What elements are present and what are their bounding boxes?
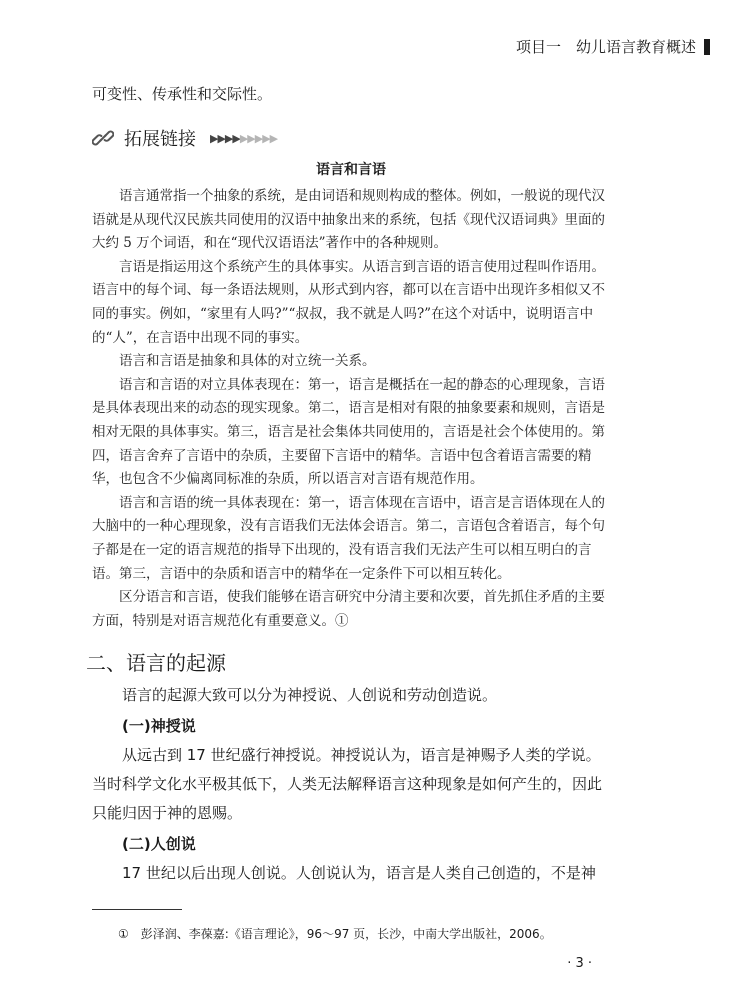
arrow-triangles-icon: ▶▶▶▶▶▶▶▶▶: [210, 131, 278, 145]
footnote: ① 彭泽润、李葆嘉:《语言理论》，96～97 页，长沙，中南大学出版社，2006。: [118, 927, 552, 941]
footnote-divider: [92, 909, 182, 910]
section-intro: 语言的起源大致可以分为神授说、人创说和劳动创造说。: [122, 686, 498, 705]
extension-header: [92, 123, 610, 153]
link-chain-icon: [92, 127, 114, 149]
extension-paragraph: 语言和言语是抽象和具体的对立统一关系。: [119, 353, 376, 370]
extension-paragraph: 言语是指运用这个系统产生的具体事实。从语言到言语的语言使用过程叫作语用。语言中的每个词、每一条语法规则，从形式到内容，都可以在言语中出现许多相似又不同的事实。例如，“家里有人吗?”“叔叔，我不就是人吗?”在这个对话中，说明语言中的“人”，在言语中出现不同的事实。: [92, 258, 605, 346]
subsection-title: (一)神授说: [122, 717, 196, 736]
page-content: [86, 80, 610, 888]
extension-box-title: 语言和言语: [316, 162, 386, 178]
extension-paragraph: 区分语言和言语，使我们能够在语言研究中分清主要和次要，首先抓住矛盾的主要方面，特别是对语言规范化有重要意义。①: [92, 589, 605, 629]
subsection-text: 从远古到 17 世纪盛行神授说。神授说认为，语言是神赐予人类的学说。当时科学文化水平极其低下，人类无法解释语言这种现象是如何产生的，因此只能归因于神的恩赐。: [92, 746, 603, 823]
extension-paragraph: 语言和言语的统一具体表现在：第一，语言体现在言语中，语言是言语体现在人的大脑中的一种心理现象，没有言语我们无法体会语言。第二，言语包含着语言，每个句子都是在一定的语言规范的指导下出现的，没有语言我们无法产生可以相互明白的言语。第三，言语中的杂质和语言中的精华在一定条件下可以相互转化。: [92, 494, 605, 582]
intro-line: 可变性、传承性和交际性。: [92, 85, 273, 103]
section-title: 二、语言的起源: [86, 651, 226, 676]
running-header: [516, 36, 710, 57]
page-number: · 3 ·: [567, 956, 592, 971]
subsection-title: (二)人创说: [122, 835, 196, 854]
header-bar-mark: [704, 39, 710, 55]
subsection-text: 17 世纪以后出现人创说。人创说认为，语言是人类自己创造的，不是神: [122, 864, 596, 883]
extension-label: 拓展链接: [124, 129, 196, 150]
extension-paragraph: 语言通常指一个抽象的系统，是由词语和规则构成的整体。例如，一般说的现代汉语就是从现代汉民族共同使用的汉语中抽象出来的系统，包括《现代汉语词典》里面的大约 5 万个词语，和在“现代汉语语法”著作中的各种规则。: [92, 188, 605, 252]
running-header-text: 项目一 幼儿语言教育概述: [515, 38, 696, 56]
extension-paragraph: 语言和言语的对立具体表现在：第一，语言是概括在一起的静态的心理现象，言语是具体表现出来的动态的现实现象。第二，语言是相对有限的抽象要素和规则，言语是相对无限的具体事实。第三，语言是社会集体共同使用的，言语是社会个体使用的。第四，语言舍弃了言语中的杂质，主要留下言语中的精华。言语中包含着语言需要的精华，也包含不少偏离同标准的杂质，所以语言对言语有规范作用。: [92, 376, 605, 488]
